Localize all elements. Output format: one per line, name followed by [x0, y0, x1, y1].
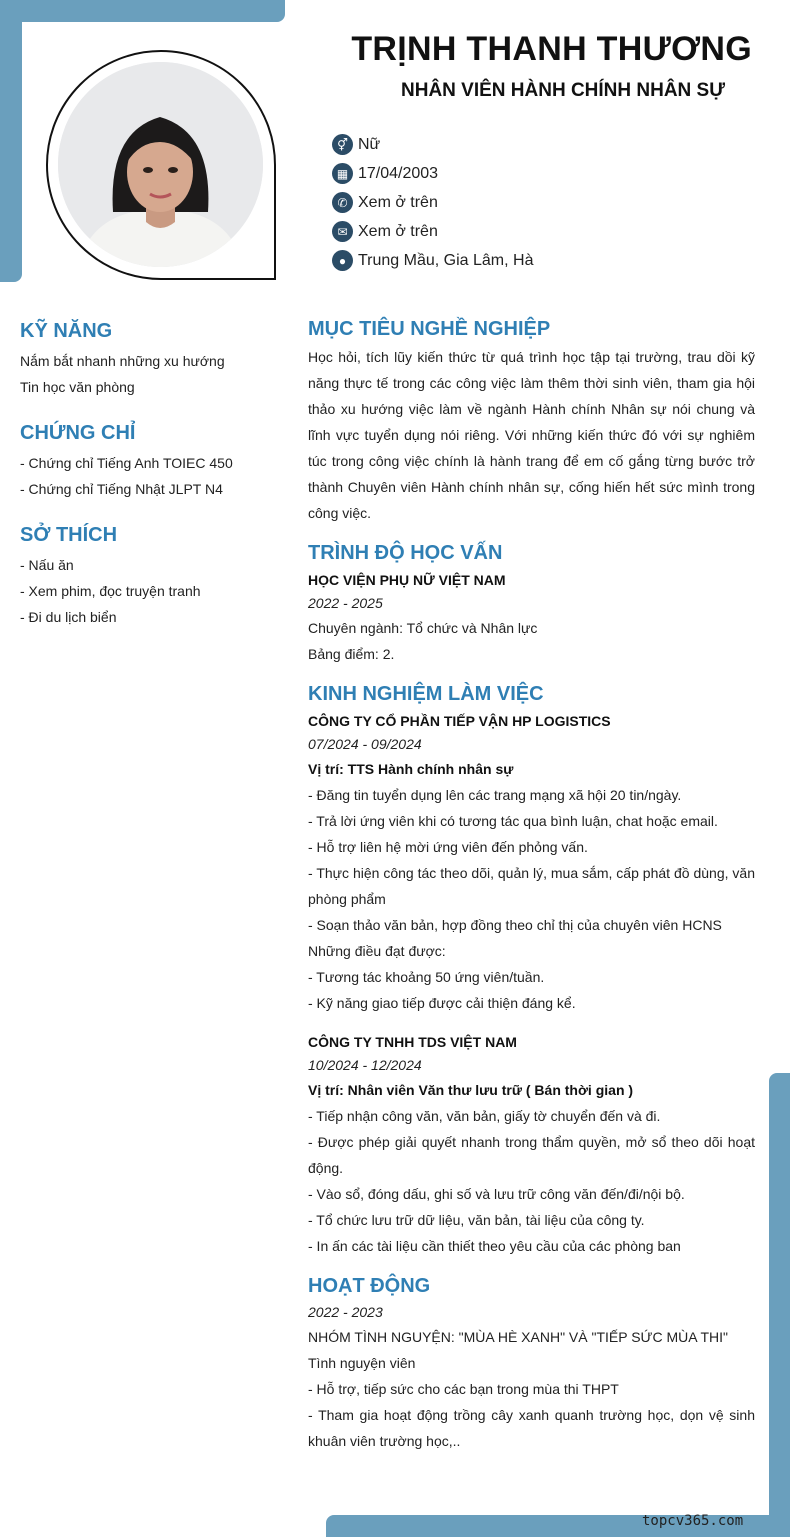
job-duty: - Thực hiện công tác theo dõi, quản lý, mua sắm, cấp phát đồ dùng, văn phòng phẩm — [308, 865, 755, 907]
job-duty: - In ấn các tài liệu cần thiết theo yêu cầu của các phòng ban — [308, 1238, 681, 1254]
spacer — [308, 1016, 755, 1030]
contact-list — [332, 130, 533, 275]
location-icon: ● — [332, 250, 353, 271]
skills-title: KỸ NĂNG — [20, 320, 113, 342]
decor-bar-right — [769, 1073, 790, 1537]
job-period: 07/2024 - 09/2024 — [308, 736, 422, 752]
contact-text: 17/04/2003 — [358, 164, 439, 182]
contact-phone — [332, 188, 533, 217]
experience-title: KINH NGHIỆM LÀM VIỆC — [308, 683, 544, 705]
education-period: 2022 - 2025 — [308, 595, 383, 611]
education-title: TRÌNH ĐỘ HỌC VẤN — [308, 542, 503, 564]
certificate-item: - Chứng chỉ Tiếng Anh TOIEC 450 — [20, 455, 233, 471]
contact-email — [332, 217, 533, 246]
job-duty: - Tiếp nhận công văn, văn bản, giấy tờ chuyển đến và đi. — [308, 1108, 661, 1124]
decor-bar-left — [0, 0, 22, 282]
watermark: topcv365.com — [642, 1513, 744, 1529]
activity-item: - Hỗ trợ, tiếp sức cho các bạn trong mùa thi THPT — [308, 1381, 619, 1397]
job-duty: - Kỹ năng giao tiếp được cải thiện đáng kể. — [308, 995, 576, 1011]
email-icon: ✉ — [332, 221, 353, 242]
job-role: Vị trí: TTS Hành chính nhân sự — [308, 761, 514, 777]
activity-org: NHÓM TÌNH NGUYỆN: "MÙA HÈ XANH" VÀ "TIẾP SỨC MÙA THI" — [308, 1329, 729, 1345]
job-duty: - Vào sổ, đóng dấu, ghi số và lưu trữ công văn đến/đi/nội bộ. — [308, 1186, 685, 1202]
job-duty: - Tương tác khoảng 50 ứng viên/tuần. — [308, 969, 545, 985]
contact-birthday — [332, 159, 533, 188]
calendar-icon: ▦ — [332, 163, 353, 184]
contact-text: Nữ — [358, 135, 381, 153]
hobby-item: - Xem phim, đọc truyện tranh — [20, 583, 201, 599]
hobby-item: - Nấu ăn — [20, 557, 74, 573]
decor-bar-top — [0, 0, 285, 22]
objective-text: Học hỏi, tích lũy kiến thức từ quá trình học tập tại trường, trau dồi kỹ năng thực tế trong các công việc làm thêm thời sinh viên, tham gia hội thảo xu hướng việc làm về ngành Hành chính Nhân sự nói chung và lĩnh vực tuyển dụng nói riêng. Với những kiến thức đó với sự nghiêm túc trong công việc chính là hành trang để em cố gắng từng bước trở thành Chuyên viên Hành chính nhân sự, cống hiến hết sức mình trong công việc. — [308, 349, 755, 521]
gender-icon: ⚥ — [332, 134, 353, 155]
right-column — [308, 316, 755, 1454]
contact-gender — [332, 130, 533, 159]
job-period: 10/2024 - 12/2024 — [308, 1057, 422, 1073]
phone-icon: ✆ — [332, 192, 353, 213]
education-major: Chuyên ngành: Tổ chức và Nhân lực — [308, 620, 538, 636]
contact-address — [332, 246, 533, 275]
certificates-title: CHỨNG CHỈ — [20, 422, 136, 444]
activity-role: Tình nguyện viên — [308, 1355, 416, 1371]
profile-photo — [58, 62, 263, 267]
objective-title: MỤC TIÊU NGHỀ NGHIỆP — [308, 318, 551, 340]
job-duty: - Tổ chức lưu trữ dữ liệu, văn bản, tài liệu của công ty. — [308, 1212, 645, 1228]
education-school: HỌC VIỆN PHỤ NỮ VIỆT NAM — [308, 572, 506, 588]
hobby-item: - Đi du lịch biển — [20, 609, 117, 625]
contact-text: Xem ở trên — [358, 193, 438, 211]
education-grades: Bảng điểm: 2. — [308, 646, 395, 662]
job-duty: Những điều đạt được: — [308, 943, 446, 959]
hobbies-title: SỞ THÍCH — [20, 524, 118, 546]
skill-item: Tin học văn phòng — [20, 379, 135, 395]
job-role: Vị trí: Nhân viên Văn thư lưu trữ ( Bán thời gian ) — [308, 1082, 634, 1098]
certificate-item: - Chứng chỉ Tiếng Nhật JLPT N4 — [20, 481, 223, 497]
job-duty: - Được phép giải quyết nhanh trong thẩm quyền, mở sổ theo dõi hoạt động. — [308, 1134, 755, 1176]
activities-title: HOẠT ĐỘNG — [308, 1275, 431, 1297]
contact-text: Trung Mầu, Gia Lâm, Hà — [358, 251, 534, 269]
job-duty: - Trả lời ứng viên khi có tương tác qua bình luận, chat hoặc email. — [308, 813, 718, 829]
left-column — [20, 318, 280, 630]
job-duty: - Hỗ trợ liên hệ mời ứng viên đến phỏng vấn. — [308, 839, 588, 855]
candidate-position: NHÂN VIÊN HÀNH CHÍNH NHÂN SỰ — [401, 80, 725, 101]
job-company: CÔNG TY TNHH TDS VIỆT NAM — [308, 1034, 517, 1050]
skill-item: Nắm bắt nhanh những xu hướng — [20, 353, 225, 369]
contact-text: Xem ở trên — [358, 222, 438, 240]
job-company: CÔNG TY CỔ PHẦN TIẾP VẬN HP LOGISTICS — [308, 713, 611, 729]
job-duty: - Soạn thảo văn bản, hợp đồng theo chỉ thị của chuyên viên HCNS — [308, 917, 722, 933]
candidate-name: TRỊNH THANH THƯƠNG — [351, 30, 752, 68]
job-duty: - Đăng tin tuyển dụng lên các trang mạng xã hội 20 tin/ngày. — [308, 787, 682, 803]
activity-item: - Tham gia hoạt động trồng cây xanh quanh trường học, dọn vệ sinh khuân viên trường học,.. — [308, 1407, 755, 1449]
activity-period: 2022 - 2023 — [308, 1304, 383, 1320]
